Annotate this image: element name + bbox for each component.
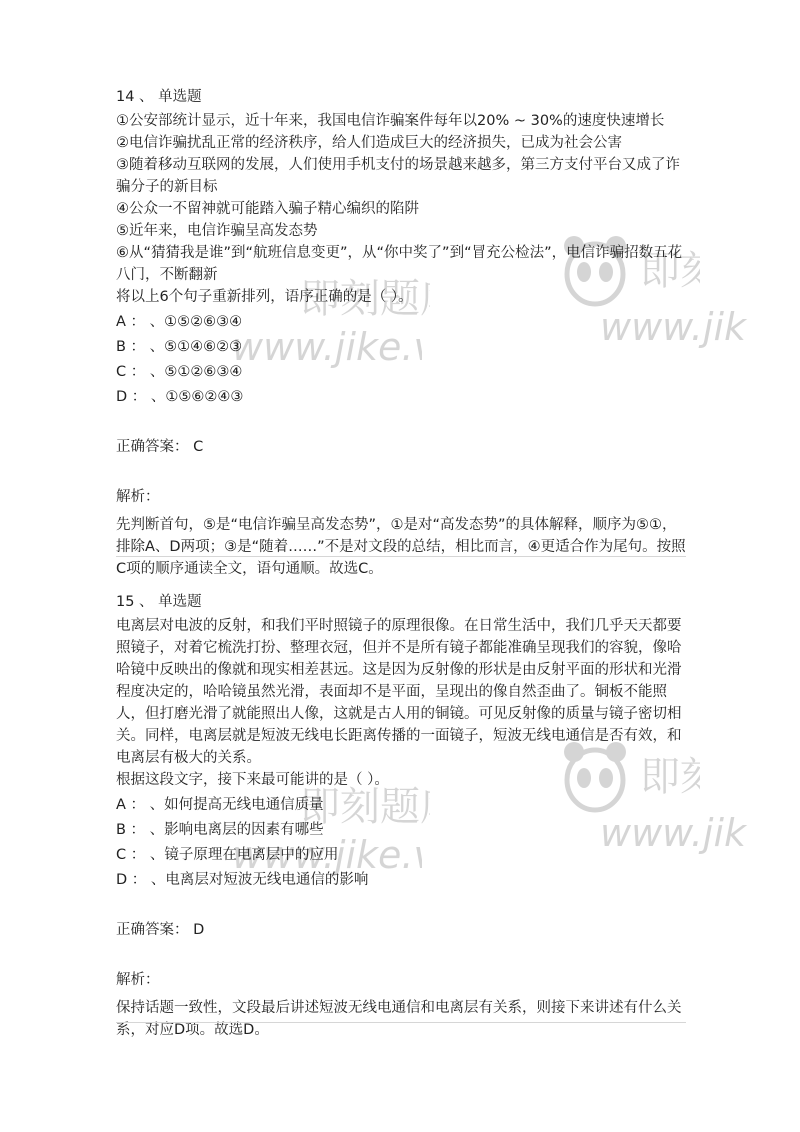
analysis-title: 解析： [116,489,160,505]
sentence-1: ①公安部统计显示，近十年来，我国电信诈骗案件每年以20% ~ 30%的速度快速增长 [116,113,665,129]
sentence-3: ③随着移动互联网的发展，人们使用手机支付的场景越来越多，第三方支付平台又成了诈骗分子的新目标 [116,157,680,195]
sentence-6: ⑥从“猜猜我是谁”到“航班信息变更”，从“你中奖了”到“冒充公检法”，电信诈骗招数五花八门，不断翻新 [116,245,683,283]
correct-answer: 正确答案： C [116,439,204,455]
option-c[interactable]: C ： 、镜子原理在电离层中的应用 [116,847,339,863]
correct-answer: 正确答案： D [116,922,205,938]
svg-text:www.jik: www.jik [600,811,747,855]
analysis-text: 先判断首句，⑤是“电信诈骗呈高发态势”，①是对“高发态势”的具体解释，顺序为⑤①，排除A、D两项；③是“随着……”不是对文段的总结，相比而言，④更适合作为尾句。按照C项的顺序通读全文，语句通顺。故选C。 [116,517,686,577]
passage: 电离层对电波的反射，和我们平时照镜子的原理很像。在日常生活中，我们几乎天天都要照镜子，对着它梳洗打扮、整理衣冠，但并不是所有镜子都能准确呈现我们的容貌，像哈哈镜中反映出的像就和现实相差甚远。这是因为反射像的形状是由反射平面的形状和光滑程度决定的，哈哈镜虽然光滑，表面却不是平面，呈现出的像自然歪曲了。铜板不能照人，但打磨光滑了就能照出人像，这就是古人用的铜镜。可见反射像的质量与镜子密切相关。同样，电离层就是短波无线电长距离传播的一面镜子，短波无线电通信是否有效，和电离层有极大的关系。 [116,618,682,766]
divider [116,556,686,557]
option-a[interactable]: A ： 、①⑤②⑥③④ [116,314,243,330]
svg-text:www.jike.vip: www.jike. [232,325,414,369]
question-prompt: 根据这段文字，接下来最可能讲的是（ ）。 [116,772,389,788]
svg-text:即刻: 即 [640,248,680,294]
option-b[interactable]: B ： 、⑤①④⑥②③ [116,339,243,355]
sentence-5: ⑤近年来，电信诈骗呈高发态势 [116,223,318,239]
svg-text:即刻题库: 即刻题 [300,784,420,830]
option-d[interactable]: D ： 、电离层对短波无线电通信的影响 [116,872,369,888]
question-15 [116,591,686,1041]
analysis-text: 保持话题一致性，文段最后讲述短波无线电通信和电离层有关系，则接下来讲述有什么关系，对应D项。故选D。 [116,1000,682,1038]
divider [116,1022,686,1023]
question-14 [116,86,686,580]
option-d[interactable]: D ： 、①⑤⑥②④③ [116,389,244,405]
option-b[interactable]: B ： 、影响电离层的因素有哪些 [116,822,324,838]
question-header: 15 、 单选题 [116,594,202,610]
analysis-title: 解析： [116,972,160,988]
question-prompt: 将以上6个句子重新排列，语序正确的是（ ）。 [116,289,413,305]
svg-text:即刻题库: 即刻题 [300,276,420,322]
svg-text:www.jik: www.jik [600,305,747,349]
option-a[interactable]: A ： 、如何提高无线电通信质量 [116,797,324,813]
option-c[interactable]: C ： 、⑤①②⑥③④ [116,364,243,380]
svg-text:即刻: 即 [640,754,680,800]
sentence-4: ④公众一不留神就可能踏入骗子精心编织的陷阱 [116,201,419,217]
sentence-2: ②电信诈骗扰乱正常的经济秩序，给人们造成巨大的经济损失，已成为社会公害 [116,135,622,151]
question-header: 14 、 单选题 [116,89,202,105]
svg-text:www.jike.vip: www.jike. [232,833,414,877]
